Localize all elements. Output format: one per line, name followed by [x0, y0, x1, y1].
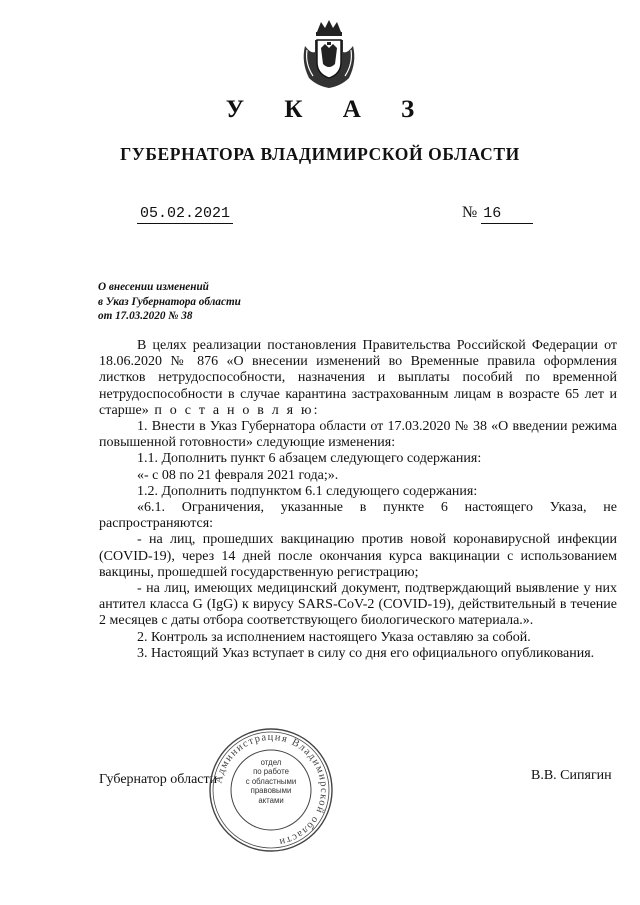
stamp-line: с областными	[245, 776, 297, 786]
paragraph: 1. Внести в Указ Губернатора области от 17.03.2020 № 38 «О введении режима повышенной готовности» следующие изменения:	[99, 419, 617, 451]
paragraph: «- с 08 по 21 февраля 2021 года;».	[137, 467, 339, 483]
issuer-title: ГУБЕРНАТОРА ВЛАДИМИРСКОЙ ОБЛАСТИ	[120, 144, 520, 164]
preamble-text: В целях реализации постановления Правительства Российской Федерации от 18.06.2020 № 876 «О внесении изменений во Временные правила оформления листков нетрудоспособности, назначения и выплаты пособий по временной нетрудоспособности в случае карантина застрахованным лицам в возрасте 65 лет и старше»	[99, 338, 617, 418]
decree-verb: п о с т а н о в л я ю:	[148, 402, 320, 418]
coat-of-arms-emblem	[297, 18, 361, 90]
paragraph: 3. Настоящий Указ вступает в силу со дня его официального опубликования.	[137, 645, 595, 661]
subject-line: от 17.03.2020 № 38	[98, 310, 193, 322]
signatory-position: Губернатор области	[99, 772, 218, 787]
decree-body	[99, 338, 617, 662]
document-number	[462, 203, 533, 224]
paragraph: - на лиц, имеющих медицинский документ, подтверждающий выявление у них антител класса G (IgG) к вирусу SARS-CoV-2 (COVID-19), действительный в течение 2 месяцев с даты отбора соответствующего биологического материала.».	[99, 581, 617, 629]
paragraph: «6.1. Ограничения, указанные в пункте 6 настоящего Указа, не распространяются:	[99, 500, 617, 532]
stamp-center-text	[240, 758, 302, 805]
paragraph: 1.2. Дополнить подпунктом 6.1 следующего содержания:	[137, 483, 478, 499]
document-date: 05.02.2021	[137, 205, 233, 224]
number-prefix: №	[462, 204, 478, 221]
paragraph: 1.1. Дополнить пункт 6 абзацем следующего содержания:	[137, 451, 482, 467]
paragraph	[99, 338, 617, 419]
paragraph: - на лиц, прошедших вакцинацию против новой коронавирусной инфекции (COVID-19), через 14 дней после окончания курса вакцинации с использованием вакцины, прошедшей государственную регистрацию;	[99, 532, 617, 580]
paragraph: 2. Контроль за исполнением настоящего Указа оставляю за собой.	[137, 629, 531, 645]
subject-line: О внесении изменений	[98, 281, 209, 293]
stamp-ring-text: Администрация Владимирской области	[213, 731, 330, 848]
document-title: У К А З	[225, 96, 432, 123]
signatory-name: В.В. Сипягин	[531, 768, 612, 783]
decree-subject	[98, 280, 241, 324]
stamp-line: отдел	[260, 758, 282, 767]
stamp-line: правовыми	[250, 786, 292, 796]
subject-line: в Указ Губернатора области	[98, 295, 241, 308]
stamp-line: актами	[258, 795, 284, 805]
number-value: 16	[481, 205, 533, 224]
stamp-line: по работе	[253, 767, 289, 777]
